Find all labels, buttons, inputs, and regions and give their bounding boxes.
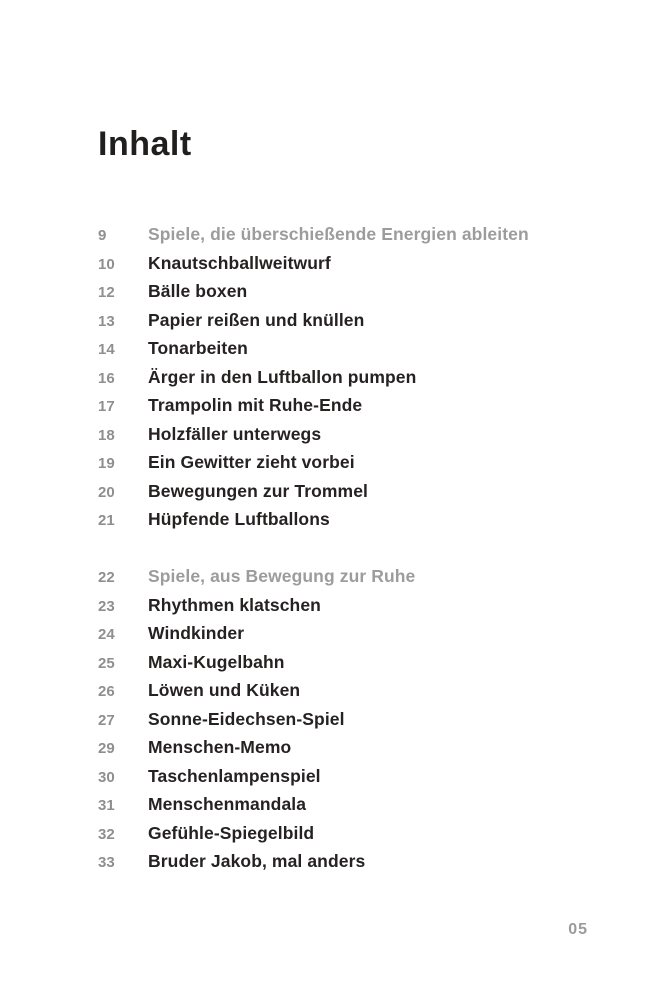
toc-page-number: 24 bbox=[98, 626, 115, 643]
toc-page-number: 17 bbox=[98, 398, 115, 415]
toc-row bbox=[98, 709, 665, 738]
toc-row bbox=[98, 623, 665, 652]
toc-entry-label: Löwen und Küken bbox=[148, 680, 301, 700]
toc-entry-label: Windkinder bbox=[148, 623, 245, 643]
toc-row bbox=[98, 794, 665, 823]
toc-entry-label: Bewegungen zur Trommel bbox=[148, 480, 369, 501]
toc-section-title: Spiele, die überschießende Energien ableiten bbox=[148, 224, 529, 244]
toc-entry-label: Menschen-Memo bbox=[148, 737, 292, 757]
toc-page-number: 12 bbox=[98, 284, 115, 301]
toc-section-title: Spiele, aus Bewegung zur Ruhe bbox=[148, 566, 416, 586]
toc-page-number: 21 bbox=[98, 512, 115, 529]
toc-row bbox=[98, 367, 665, 396]
toc-row bbox=[98, 253, 665, 282]
toc-page-number: 9 bbox=[98, 227, 107, 244]
toc-row bbox=[98, 595, 665, 624]
toc-page-number: 33 bbox=[98, 854, 115, 871]
toc-page-number: 26 bbox=[98, 683, 115, 700]
toc-entry-label: Tonarbeiten bbox=[148, 338, 248, 358]
table-of-contents bbox=[98, 224, 665, 880]
toc-page-number: 30 bbox=[98, 768, 115, 786]
toc-entry-label: Hüpfende Luftballons bbox=[148, 509, 330, 529]
toc-row bbox=[98, 281, 665, 310]
toc-entry-label: Knautschballweitwurf bbox=[148, 252, 331, 273]
toc-row bbox=[98, 424, 665, 453]
folio-page-number: 05 bbox=[568, 921, 588, 938]
toc-page-number: 16 bbox=[98, 369, 115, 387]
toc-entry-label: Holzfäller unterwegs bbox=[148, 423, 322, 444]
toc-page-number: 10 bbox=[98, 255, 115, 273]
toc-page-number: 23 bbox=[98, 597, 115, 615]
toc-section-header bbox=[98, 566, 665, 595]
page-title: Inhalt bbox=[98, 125, 192, 163]
toc-row bbox=[98, 509, 665, 538]
toc-row bbox=[98, 452, 665, 481]
toc-page-number: 31 bbox=[98, 797, 115, 814]
toc-page-number: 13 bbox=[98, 312, 115, 330]
toc-page-number: 25 bbox=[98, 654, 115, 672]
toc-entry-label: Menschenmandala bbox=[148, 794, 307, 814]
toc-entry-label: Maxi-Kugelbahn bbox=[148, 651, 285, 672]
toc-row bbox=[98, 652, 665, 681]
toc-row bbox=[98, 680, 665, 709]
toc-entry-label: Bälle boxen bbox=[148, 281, 248, 301]
toc-row bbox=[98, 737, 665, 766]
toc-row bbox=[98, 338, 665, 367]
toc-page-number: 20 bbox=[98, 483, 115, 501]
toc-entry-label: Sonne-Eidechsen-Spiel bbox=[148, 708, 345, 729]
toc-page-number: 32 bbox=[98, 825, 115, 843]
toc-row bbox=[98, 481, 665, 510]
toc-row bbox=[98, 395, 665, 424]
toc-entry-label: Trampolin mit Ruhe-Ende bbox=[148, 395, 363, 415]
toc-entry-label: Rhythmen klatschen bbox=[148, 594, 321, 615]
toc-entry-label: Papier reißen und knüllen bbox=[148, 309, 365, 330]
toc-row bbox=[98, 823, 665, 852]
toc-row bbox=[98, 310, 665, 339]
toc-page-number: 22 bbox=[98, 569, 115, 586]
toc-entry-label: Gefühle-Spiegelbild bbox=[148, 822, 315, 843]
toc-entry-label: Bruder Jakob, mal anders bbox=[148, 851, 366, 871]
toc-page-number: 18 bbox=[98, 426, 115, 444]
toc-entry-label: Ein Gewitter zieht vorbei bbox=[148, 452, 355, 472]
toc-page-number: 19 bbox=[98, 455, 115, 472]
toc-page-number: 29 bbox=[98, 740, 115, 757]
toc-row bbox=[98, 851, 665, 880]
toc-page-number: 14 bbox=[98, 341, 115, 358]
toc-entry-label: Ärger in den Luftballon pumpen bbox=[148, 366, 417, 387]
toc-entry-label: Taschenlampenspiel bbox=[148, 765, 321, 786]
toc-page-number: 27 bbox=[98, 711, 115, 729]
toc-section-header bbox=[98, 224, 665, 253]
toc-row bbox=[98, 766, 665, 795]
